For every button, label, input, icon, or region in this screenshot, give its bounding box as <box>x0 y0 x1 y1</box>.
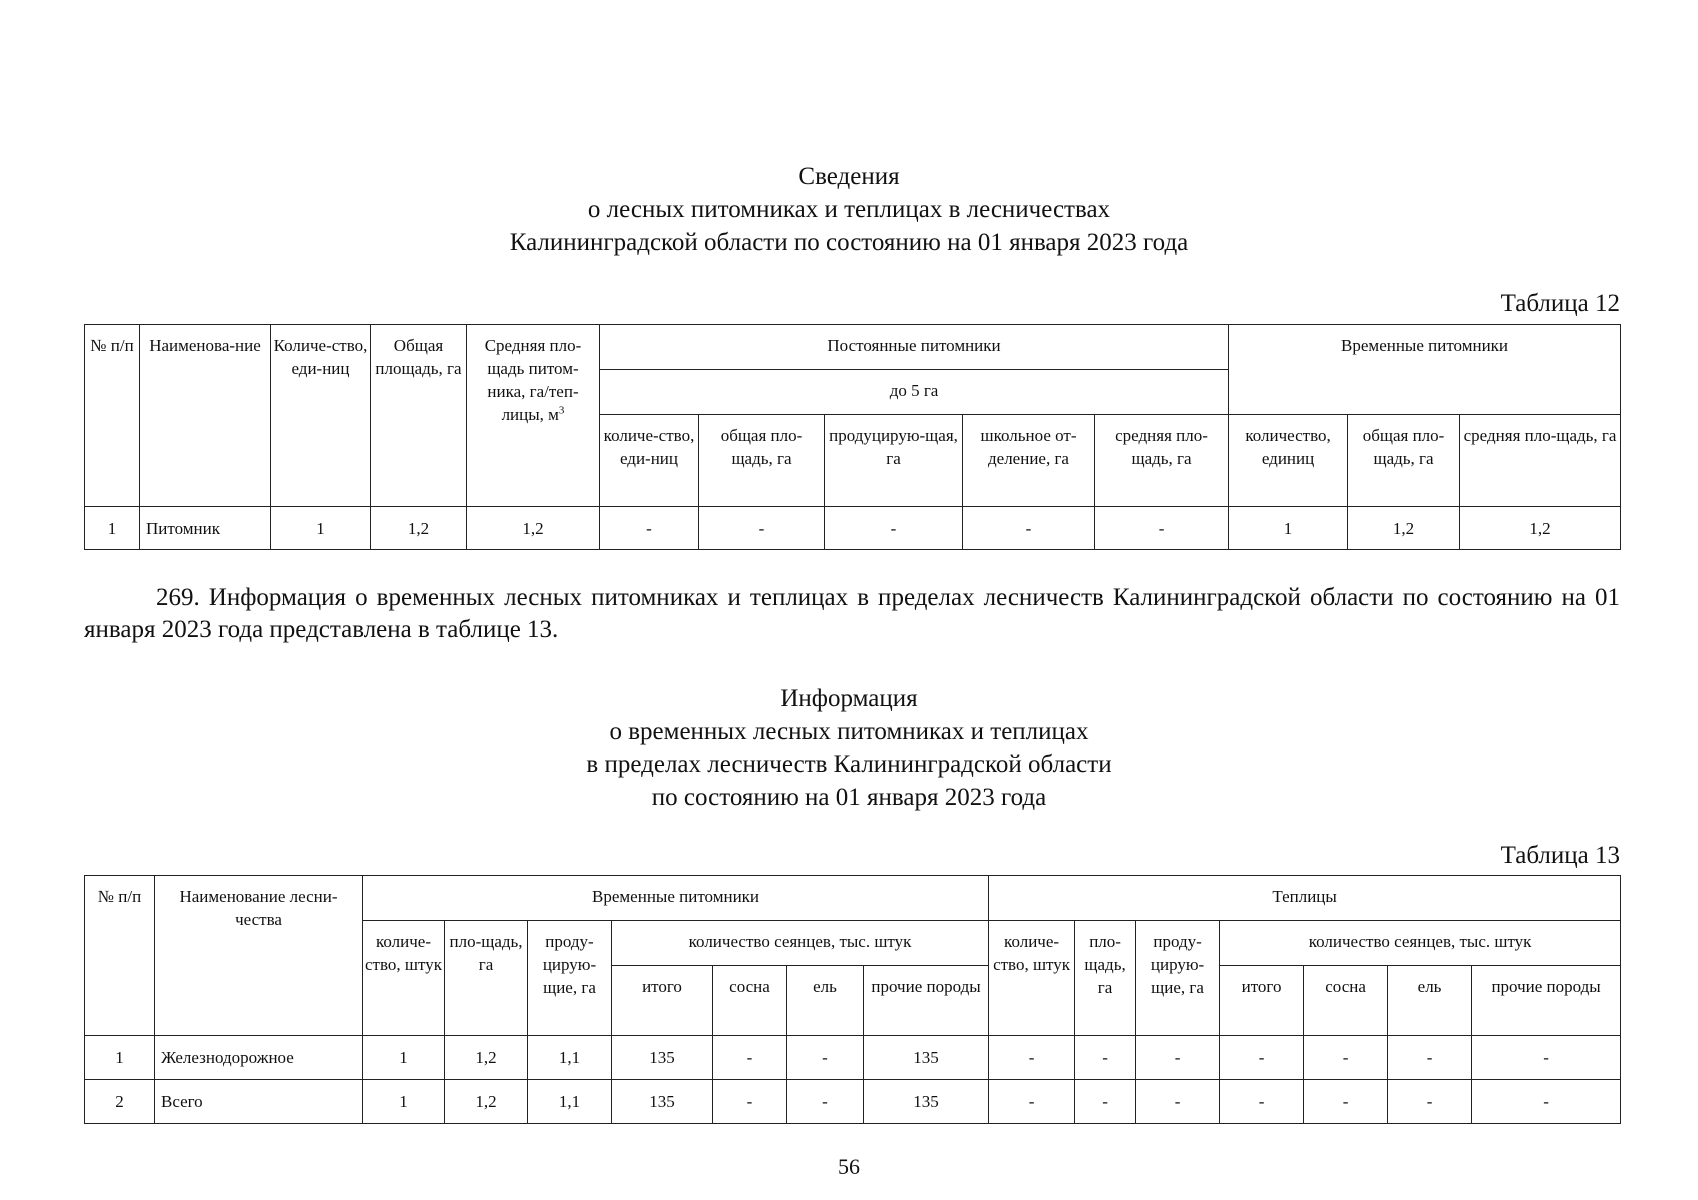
title-2-line-1: Информация <box>780 685 918 712</box>
t13-header-gh-seedlings: количество сеянцев, тыс. штук <box>1220 921 1621 966</box>
t13-header-area: пло-щадь, га <box>445 921 528 1036</box>
t12-header-name: Наименова-ние <box>140 325 271 507</box>
table-cell: 1 <box>85 1036 155 1080</box>
title-1 <box>0 160 1698 259</box>
t13-header-seedlings: количество сеянцев, тыс. штук <box>612 921 989 966</box>
t12-header-temporary: Временные питомники <box>1229 325 1621 415</box>
table-cell: - <box>713 1080 787 1124</box>
table-cell: Всего <box>155 1080 363 1124</box>
title-2-line-2: о временных лесных питомниках и теплицах <box>609 718 1089 745</box>
t13-header-gh-prod: проду-цирую-щие, га <box>1136 921 1220 1036</box>
t12-header-avg-area-text: Средняя пло-щадь питом-ника, га/теп-лицы, м <box>484 336 582 424</box>
table-cell: - <box>1472 1036 1621 1080</box>
table-cell: 1 <box>1229 507 1348 550</box>
t13-header-total: итого <box>612 966 713 1036</box>
t12-header-total-area: Общая площадь, га <box>371 325 467 507</box>
table-13 <box>84 875 1621 1124</box>
t12-header-upto5: до 5 га <box>600 370 1229 415</box>
t13-header-gh-area: пло-щадь, га <box>1075 921 1136 1036</box>
table-13-label: Таблица 13 <box>1500 842 1620 869</box>
t12-header-p-count: количе-ство, еди-ниц <box>600 415 699 507</box>
title-2 <box>0 682 1698 814</box>
t13-header-pine: сосна <box>713 966 787 1036</box>
paragraph-269 <box>84 582 1620 646</box>
table-cell: 1,2 <box>445 1080 528 1124</box>
table-cell: - <box>989 1080 1075 1124</box>
table-cell: - <box>1304 1080 1388 1124</box>
table-cell: - <box>1220 1080 1304 1124</box>
table-cell: - <box>1095 507 1229 550</box>
t13-header-greenhouses: Теплицы <box>989 876 1621 921</box>
table-cell: - <box>787 1036 864 1080</box>
t12-header-avg-area-sup: 3 <box>558 404 565 417</box>
table-cell: 1 <box>363 1080 445 1124</box>
table-cell: 1,1 <box>528 1080 612 1124</box>
table-cell: - <box>1388 1036 1472 1080</box>
t12-header-p-prod: продуцирую-щая, га <box>825 415 963 507</box>
table-cell: 135 <box>864 1036 989 1080</box>
table-cell: 135 <box>864 1080 989 1124</box>
t13-header-gh-pine: сосна <box>1304 966 1388 1036</box>
table-cell: 1,2 <box>445 1036 528 1080</box>
page-number: 56 <box>838 1154 860 1179</box>
table-row <box>85 1036 1621 1080</box>
table-cell: - <box>1136 1036 1220 1080</box>
t13-header-gh-total: итого <box>1220 966 1304 1036</box>
t13-header-count: количе-ство, штук <box>363 921 445 1036</box>
t13-header-temporary: Временные питомники <box>363 876 989 921</box>
t13-header-num: № п/п <box>85 876 155 1036</box>
title-2-line-4: по состоянию на 01 января 2023 года <box>651 784 1047 811</box>
table-row <box>85 507 1621 550</box>
table-cell: 1 <box>363 1036 445 1080</box>
table-cell: - <box>1388 1080 1472 1124</box>
table-12 <box>84 324 1621 550</box>
table-cell: Железнодорожное <box>155 1036 363 1080</box>
table-cell: 1 <box>271 507 371 550</box>
table-cell: 1,1 <box>528 1036 612 1080</box>
table-row <box>85 1080 1621 1124</box>
t12-header-t-avg: средняя пло-щадь, га <box>1460 415 1621 507</box>
table-cell: - <box>1075 1036 1136 1080</box>
table-cell: - <box>1304 1036 1388 1080</box>
t12-header-avg-area <box>467 325 600 507</box>
t12-header-t-total: общая пло-щадь, га <box>1348 415 1460 507</box>
t13-header-gh-spruce: ель <box>1388 966 1472 1036</box>
t12-header-num: № п/п <box>85 325 140 507</box>
table-cell: - <box>989 1036 1075 1080</box>
table-cell: - <box>1220 1036 1304 1080</box>
table-cell: - <box>787 1080 864 1124</box>
table-cell: 1,2 <box>467 507 600 550</box>
t13-header-gh-count: количе-ство, штук <box>989 921 1075 1036</box>
table-cell: - <box>1075 1080 1136 1124</box>
table-cell: 1,2 <box>1460 507 1621 550</box>
table-cell: - <box>713 1036 787 1080</box>
table-cell: 135 <box>612 1080 713 1124</box>
t13-header-other: прочие породы <box>864 966 989 1036</box>
t12-header-p-total: общая пло-щадь, га <box>699 415 825 507</box>
t13-header-prod: проду-цирую-щие, га <box>528 921 612 1036</box>
title-1-line-3: Калининградской области по состоянию на 01 января 2023 года <box>509 229 1189 256</box>
table-cell: 2 <box>85 1080 155 1124</box>
table-cell: - <box>1136 1080 1220 1124</box>
t13-header-gh-other: прочие породы <box>1472 966 1621 1036</box>
title-1-line-1: Сведения <box>798 163 900 190</box>
table-cell: 1,2 <box>371 507 467 550</box>
table-cell: - <box>1472 1080 1621 1124</box>
table-cell: - <box>600 507 699 550</box>
table-12-label: Таблица 12 <box>1500 290 1620 317</box>
t12-header-permanent: Постоянные питомники <box>600 325 1229 370</box>
table-cell: 1 <box>85 507 140 550</box>
title-1-line-2: о лесных питомниках и теплицах в лесничествах <box>587 196 1111 223</box>
t12-header-p-school: школьное от-деление, га <box>963 415 1095 507</box>
paragraph-text: 269. Информация о временных лесных питомниках и теплицах в пределах лесничеств Калининградской области по состоянию на 01 января 2023 года представлена в таблице 13. <box>84 584 1620 643</box>
table-cell: Питомник <box>140 507 271 550</box>
table-cell: 1,2 <box>1348 507 1460 550</box>
t13-header-spruce: ель <box>787 966 864 1036</box>
t12-header-t-count: количество, единиц <box>1229 415 1348 507</box>
table-cell: - <box>699 507 825 550</box>
table-cell: - <box>825 507 963 550</box>
t12-header-count: Количе-ство, еди-ниц <box>271 325 371 507</box>
t12-header-p-avg: средняя пло-щадь, га <box>1095 415 1229 507</box>
table-cell: - <box>963 507 1095 550</box>
title-2-line-3: в пределах лесничеств Калининградской области <box>586 751 1112 778</box>
t13-header-name: Наименование лесни-чества <box>155 876 363 1036</box>
table-cell: 135 <box>612 1036 713 1080</box>
